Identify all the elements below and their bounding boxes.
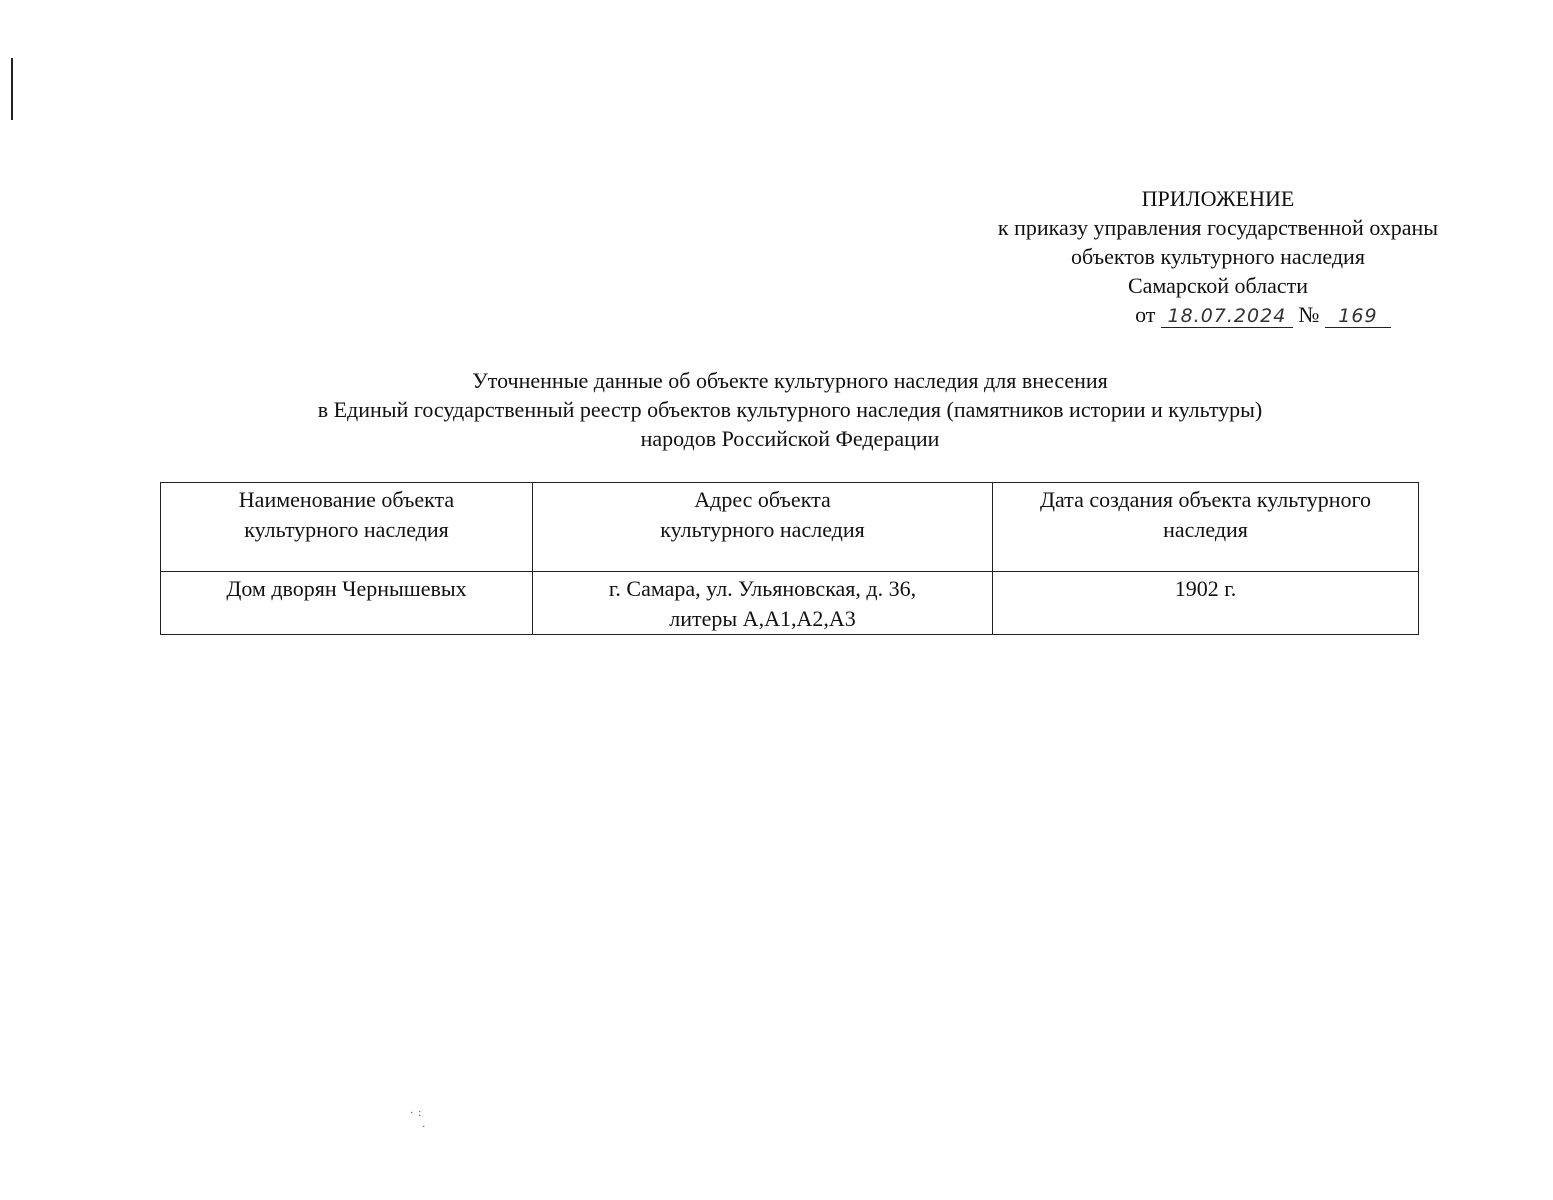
number-prefix: № (1298, 302, 1320, 327)
appendix-heading: ПРИЛОЖЕНИЕ (1141, 186, 1295, 211)
address-line-2: литеры А,А1,А2,А3 (669, 606, 856, 631)
handwritten-date: 18.07.2024 (1161, 305, 1293, 328)
document-title (120, 366, 1460, 453)
header-date-line-2: наследия (1163, 517, 1248, 542)
header-name (161, 483, 533, 572)
appendix-block (948, 184, 1488, 329)
date-prefix: от (1135, 302, 1156, 327)
header-date (993, 483, 1419, 572)
header-address-line-1: Адрес объекта (694, 487, 831, 512)
order-date-number-line (1135, 300, 1391, 329)
table-header-row (161, 483, 1419, 572)
address-line-1: г. Самара, ул. Ульяновская, д. 36, (608, 576, 917, 601)
header-address (533, 483, 993, 572)
title-line-2: в Единый государственный реестр объектов культурного наследия (памятников истории и культуры) (317, 397, 1263, 422)
appendix-line-1: к приказу управления государственной охраны (997, 215, 1439, 240)
header-address-line-2: культурного наследия (660, 517, 865, 542)
handwritten-number: 169 (1325, 305, 1391, 328)
title-line-3: народов Российской Федерации (640, 426, 940, 451)
header-name-line-2: культурного наследия (244, 517, 449, 542)
appendix-line-2: объектов культурного наследия (1071, 244, 1365, 269)
header-name-line-1: Наименование объекта (238, 487, 455, 512)
heritage-data-table (160, 482, 1419, 635)
cell-object-address (533, 572, 993, 635)
title-line-1: Уточненные данные об объекте культурного наследия для внесения (472, 368, 1108, 393)
header-date-line-1: Дата создания объекта культурного (1039, 487, 1372, 512)
table-row (161, 572, 1419, 635)
cell-creation-date: 1902 г. (993, 572, 1419, 635)
cell-object-name: Дом дворян Чернышевых (161, 572, 533, 635)
scan-margin-mark (11, 58, 13, 120)
scan-specks: · : . (410, 1108, 425, 1130)
appendix-line-3: Самарской области (1127, 273, 1309, 298)
